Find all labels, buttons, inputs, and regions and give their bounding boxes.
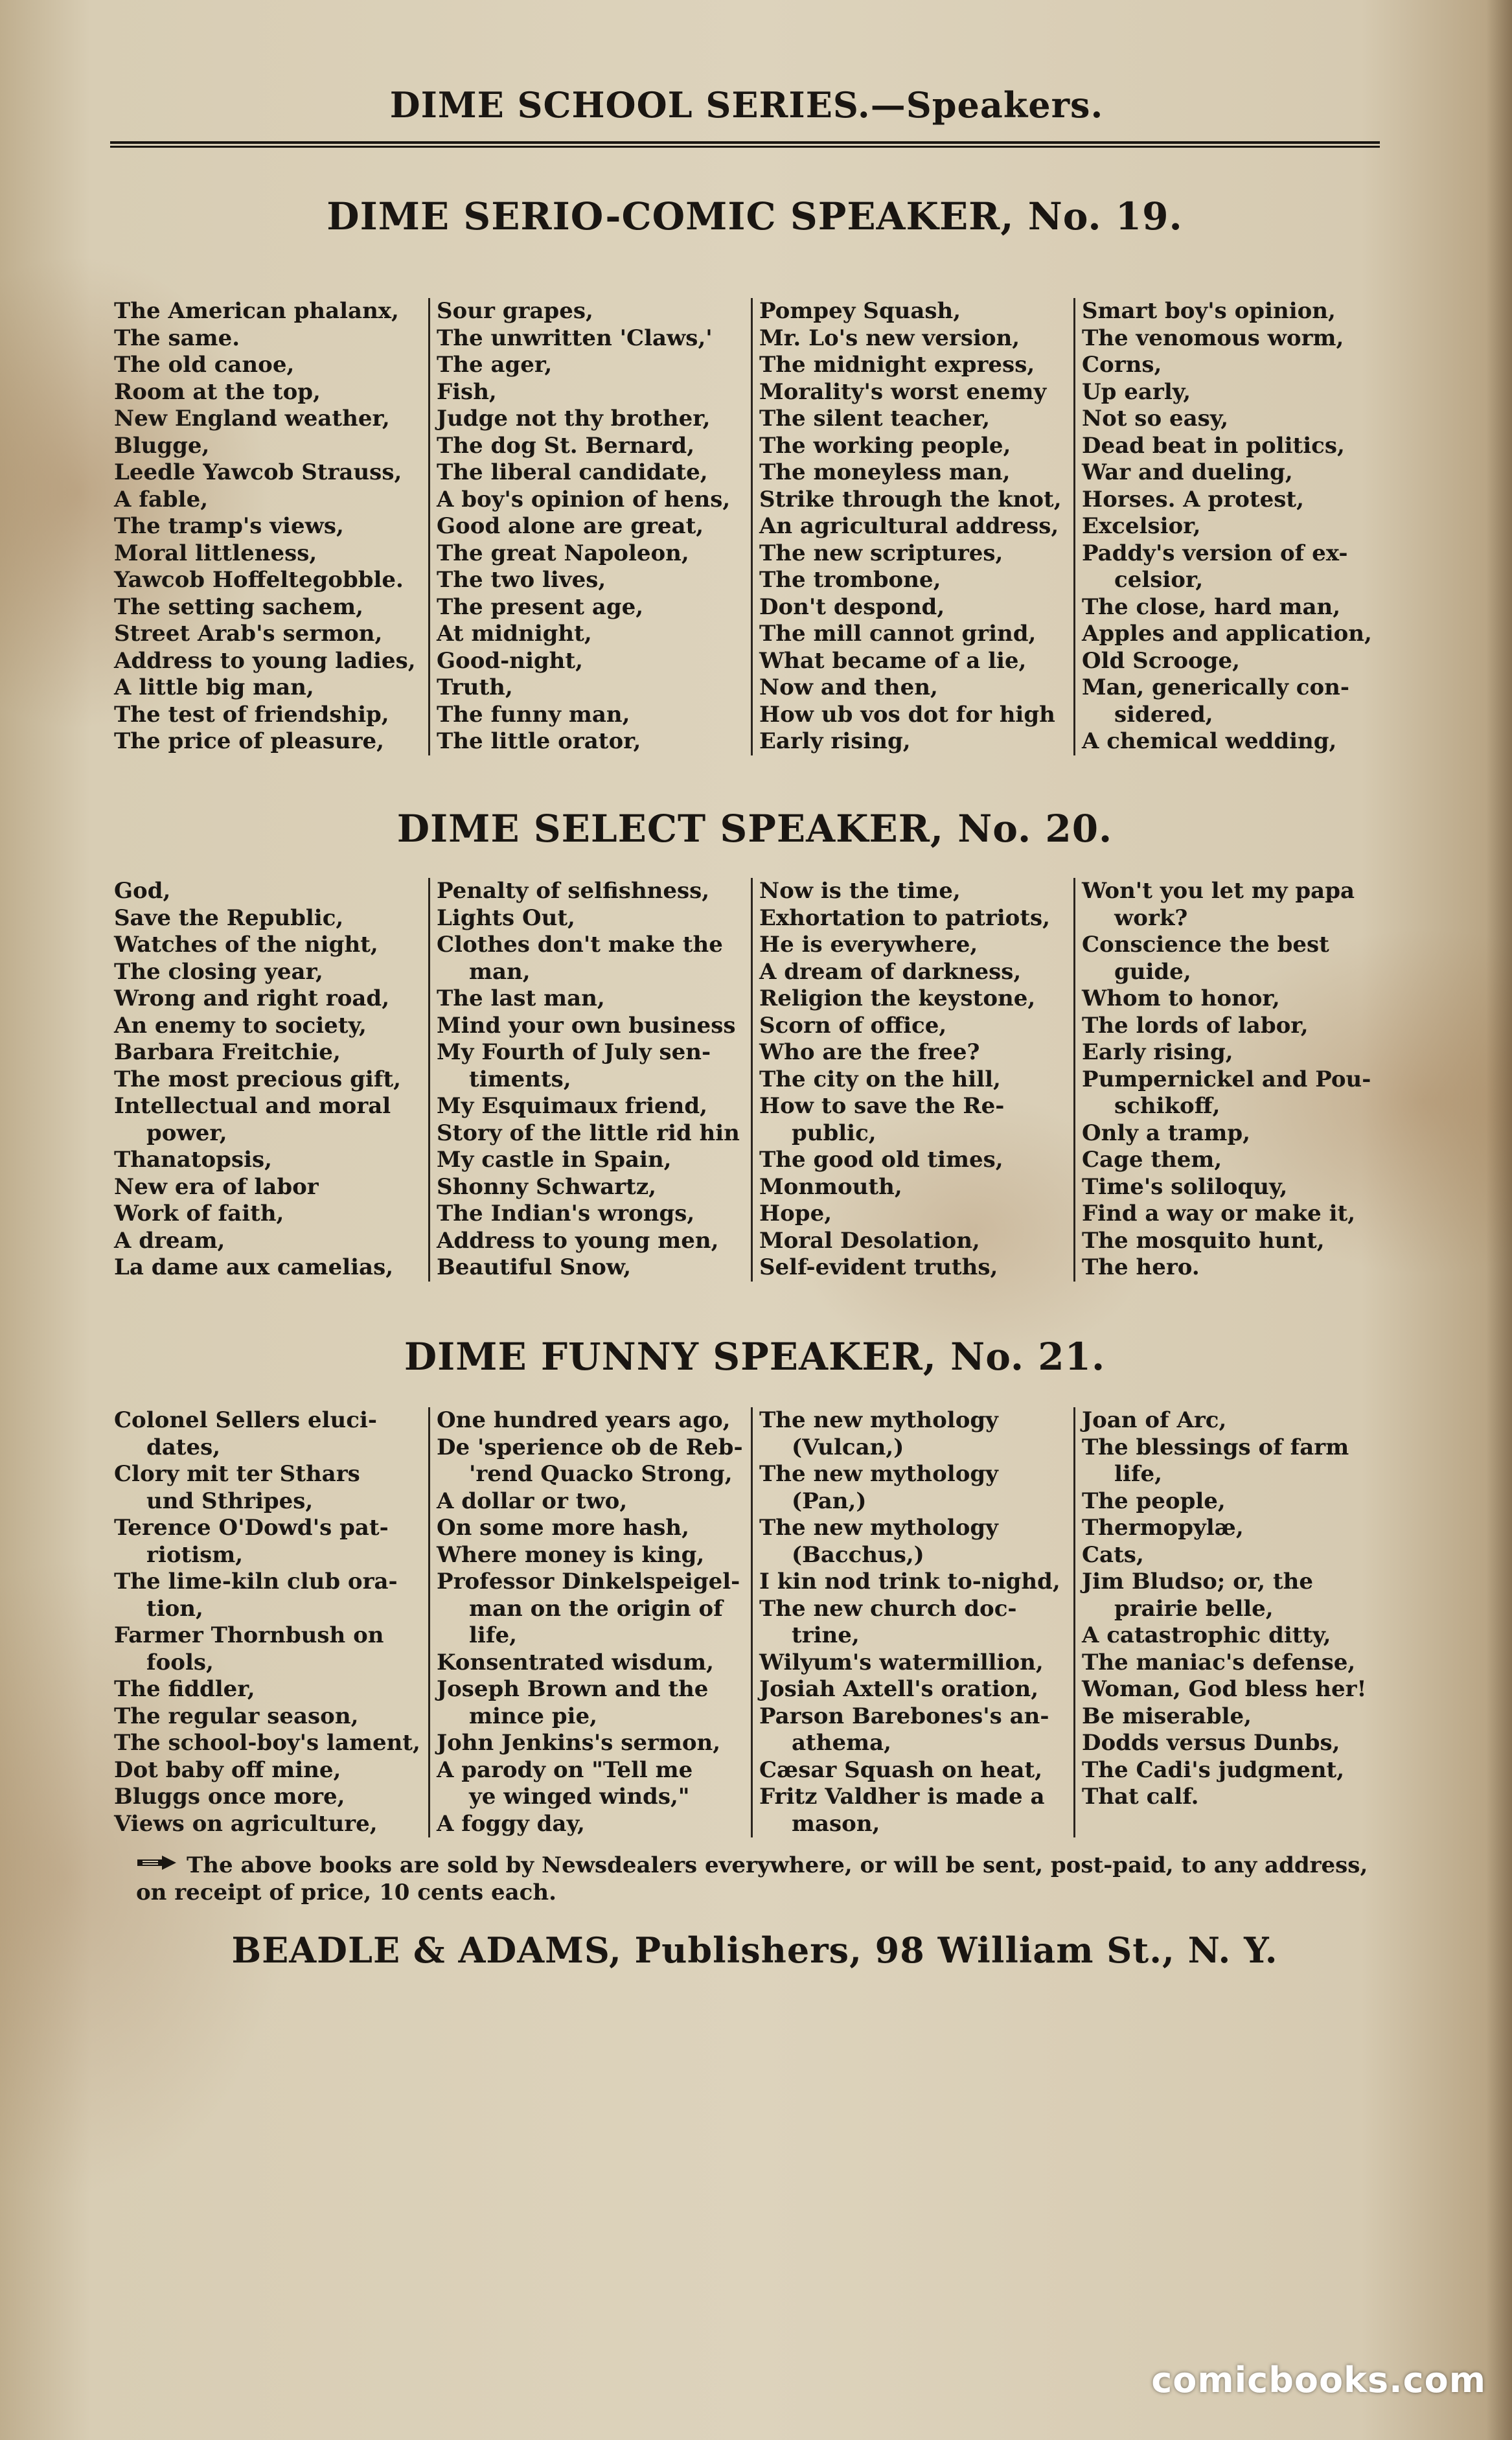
title-entry: Clory mit ter Sthars: [114, 1461, 360, 1487]
title-entry: man,: [469, 958, 531, 985]
pointing-hand-icon: [136, 1852, 178, 1879]
title-entry: The blessings of farm: [1082, 1434, 1349, 1460]
title-entry: He is everywhere,: [759, 932, 978, 958]
title-entry: Address to young ladies,: [114, 647, 416, 674]
title-entry: War and dueling,: [1082, 459, 1293, 485]
title-entry: Barbara Freitchie,: [114, 1039, 341, 1065]
title-entry: trine,: [792, 1622, 860, 1648]
title-entry: John Jenkins's sermon,: [437, 1730, 721, 1756]
title-entry: Lights Out,: [437, 904, 575, 931]
title-entry: Mind your own business: [437, 1012, 736, 1039]
title-entry: The close, hard man,: [1082, 593, 1341, 620]
column: [751, 878, 1073, 1282]
title-entry: A dream,: [114, 1227, 225, 1254]
title-entry: Colonel Sellers eluci-: [114, 1407, 377, 1433]
title-entry: A foggy day,: [437, 1810, 585, 1837]
title-entry: Apples and application,: [1082, 621, 1372, 647]
publisher-imprint: BEADLE & ADAMS, Publishers, 98 William St., N. Y.: [231, 1929, 1278, 1971]
running-head: DIME SCHOOL SERIES.—Speakers.: [389, 84, 1104, 126]
title-entry: Judge not thy brother,: [437, 406, 711, 432]
title-entry: Blugge,: [114, 432, 210, 459]
title-entry: My Esquimaux friend,: [437, 1093, 707, 1119]
title-entry: A dream of darkness,: [759, 958, 1022, 985]
title-entry: Paddy's version of ex-: [1082, 540, 1348, 566]
title-entry: At midnight,: [437, 621, 592, 647]
title-entry: Hope,: [759, 1201, 832, 1226]
title-entry: Monmouth,: [759, 1173, 902, 1200]
title-entry: Exhortation to patriots,: [759, 904, 1051, 931]
title-entry: The new scriptures,: [759, 540, 1003, 566]
column: [428, 298, 751, 755]
title-entry: The trombone,: [759, 567, 941, 593]
title-entry: life,: [1114, 1461, 1162, 1487]
title-entry: Wrong and right road,: [114, 985, 390, 1011]
title-entry: New era of labor: [114, 1173, 319, 1200]
column: [751, 298, 1073, 755]
title-entry: The venomous worm,: [1082, 325, 1344, 351]
section-columns: [110, 1407, 1396, 1837]
title-entry: The ager,: [437, 352, 553, 378]
column: [110, 1407, 428, 1837]
title-entry: The liberal candidate,: [437, 459, 708, 485]
title-entry: sidered,: [1114, 701, 1213, 728]
column: [110, 878, 428, 1282]
title-entry: Where money is king,: [437, 1541, 705, 1568]
title-entry: (Pan,): [792, 1488, 867, 1514]
title-entry: Views on agriculture,: [114, 1810, 378, 1837]
title-entry: fools,: [146, 1649, 214, 1675]
title-entry: The dog St. Bernard,: [437, 432, 695, 459]
title-entry: Up early,: [1082, 378, 1191, 405]
title-entry: The funny man,: [437, 701, 630, 728]
title-entry: The setting sachem,: [114, 593, 363, 620]
title-entry: prairie belle,: [1114, 1595, 1274, 1622]
title-entry: The lords of labor,: [1082, 1012, 1309, 1039]
title-entry: The price of pleasure,: [114, 728, 384, 754]
title-entry: The new mythology: [759, 1461, 998, 1487]
title-entry: Moral Desolation,: [759, 1227, 980, 1254]
title-entry: Won't you let my papa: [1082, 878, 1355, 904]
title-entry: Morality's worst enemy: [759, 378, 1047, 405]
title-entry: Bluggs once more,: [114, 1784, 345, 1810]
title-entry: Early rising,: [759, 728, 911, 754]
title-entry: Man, generically con-: [1082, 674, 1350, 700]
title-entry: Excelsior,: [1082, 513, 1201, 539]
title-entry: Time's soliloquy,: [1082, 1173, 1288, 1200]
title-entry: Konsentrated wisdum,: [437, 1649, 714, 1675]
column: [1073, 1407, 1396, 1837]
title-entry: A boy's opinion of hens,: [437, 486, 731, 512]
title-entry: (Vulcan,): [792, 1434, 904, 1460]
column: [751, 1407, 1073, 1837]
column: [110, 298, 428, 755]
title-entry: Smart boy's opinion,: [1082, 298, 1336, 324]
title-entry: The silent teacher,: [759, 406, 991, 432]
title-entry: What became of a lie,: [759, 647, 1027, 674]
title-entry: The school-boy's lament,: [114, 1730, 420, 1756]
title-entry: Now and then,: [759, 674, 938, 700]
title-entry: A little big man,: [114, 674, 314, 700]
title-entry: Early rising,: [1082, 1039, 1233, 1065]
title-entry: power,: [146, 1120, 227, 1146]
title-entry: Not so easy,: [1082, 406, 1229, 432]
title-entry: Now is the time,: [759, 878, 961, 904]
title-entry: Pumpernickel and Pou-: [1082, 1066, 1371, 1092]
title-entry: Sour grapes,: [437, 298, 593, 324]
title-entry: La dame aux camelias,: [114, 1254, 394, 1280]
title-entry: Fish,: [437, 378, 497, 405]
title-entry: The fiddler,: [114, 1676, 255, 1702]
title-entry: Joseph Brown and the: [437, 1676, 709, 1702]
title-entry: Cats,: [1082, 1541, 1144, 1568]
title-entry: The hero.: [1082, 1254, 1200, 1280]
title-entry: Room at the top,: [114, 378, 321, 405]
title-entry: Yawcob Hoffeltegobble.: [114, 567, 404, 593]
title-entry: guide,: [1114, 958, 1191, 985]
title-entry: Cæsar Squash on heat,: [759, 1756, 1043, 1783]
title-entry: timents,: [469, 1066, 571, 1092]
title-entry: schikoff,: [1114, 1093, 1220, 1119]
title-entry: The same.: [114, 325, 240, 351]
title-entry: Pompey Squash,: [759, 298, 961, 324]
title-entry: Corns,: [1082, 352, 1162, 378]
head-rule: [110, 141, 1380, 148]
title-entry: Conscience the best: [1082, 932, 1329, 958]
title-entry: The American phalanx,: [114, 298, 399, 324]
section-columns: [110, 298, 1396, 755]
title-entry: A chemical wedding,: [1082, 728, 1337, 754]
title-entry: Strike through the knot,: [759, 486, 1062, 512]
title-entry: (Bacchus,): [792, 1541, 924, 1568]
section-title-19: DIME SERIO-COMIC SPEAKER, No. 19.: [326, 194, 1183, 238]
title-entry: athema,: [792, 1730, 891, 1756]
title-entry: tion,: [146, 1595, 203, 1622]
title-entry: The working people,: [759, 432, 1011, 459]
section-columns: [110, 878, 1396, 1282]
title-entry: The unwritten 'Claws,': [437, 325, 713, 351]
title-entry: The city on the hill,: [759, 1066, 1001, 1092]
title-entry: Josiah Axtell's oration,: [759, 1676, 1039, 1702]
title-entry: life,: [469, 1622, 517, 1648]
notice: [136, 1852, 1406, 1906]
title-entry: public,: [792, 1120, 876, 1146]
title-entry: Religion the keystone,: [759, 985, 1036, 1011]
title-entry: Joan of Arc,: [1082, 1407, 1227, 1433]
title-entry: The lime-kiln club ora-: [114, 1569, 398, 1594]
title-entry: Good alone are great,: [437, 513, 704, 539]
title-entry: The regular season,: [114, 1703, 359, 1729]
title-entry: I kin nod trink to-nighd,: [759, 1569, 1060, 1594]
title-entry: Horses. A protest,: [1082, 486, 1304, 512]
title-entry: Dodds versus Dunbs,: [1082, 1730, 1340, 1756]
title-entry: How ub vos dot for high: [759, 701, 1055, 728]
title-entry: The tramp's views,: [114, 513, 344, 539]
title-entry: The good old times,: [759, 1147, 1003, 1173]
title-entry: De 'sperience ob de Reb-: [437, 1434, 743, 1460]
title-entry: The mosquito hunt,: [1082, 1227, 1325, 1254]
title-entry: My castle in Spain,: [437, 1147, 672, 1173]
title-entry: Watches of the night,: [114, 932, 378, 958]
column: [428, 878, 751, 1282]
title-entry: The closing year,: [114, 958, 323, 985]
title-entry: A fable,: [114, 486, 209, 512]
notice-text: The above books are sold by Newsdealers everywhere, or will be sent, post-paid, to any address, on receipt of price, 10 cents each.: [136, 1852, 1368, 1905]
title-entry: Parson Barebones's an-: [759, 1703, 1049, 1729]
title-entry: The new mythology: [759, 1407, 998, 1433]
title-entry: An agricultural address,: [759, 513, 1059, 539]
title-entry: Leedle Yawcob Strauss,: [114, 459, 402, 485]
title-entry: Work of faith,: [114, 1201, 284, 1226]
title-entry: Woman, God bless her!: [1082, 1676, 1367, 1702]
title-entry: mason,: [792, 1810, 880, 1837]
title-entry: The mill cannot grind,: [759, 621, 1037, 647]
title-entry: Thermopylæ,: [1082, 1515, 1244, 1541]
title-entry: Truth,: [437, 674, 513, 700]
title-entry: The midnight express,: [759, 352, 1035, 378]
title-entry: Penalty of selfishness,: [437, 878, 710, 904]
title-entry: Professor Dinkelspeigel-: [437, 1569, 740, 1594]
title-entry: Shonny Schwartz,: [437, 1173, 657, 1200]
title-entry: Good-night,: [437, 647, 583, 674]
title-entry: An enemy to society,: [114, 1012, 367, 1039]
column: [428, 1407, 751, 1837]
title-entry: Cage them,: [1082, 1147, 1222, 1173]
title-entry: Street Arab's sermon,: [114, 621, 383, 647]
title-entry: Moral littleness,: [114, 540, 317, 566]
title-entry: On some more hash,: [437, 1515, 689, 1541]
title-entry: ye winged winds,": [469, 1784, 690, 1810]
title-entry: Self-evident truths,: [759, 1254, 998, 1280]
title-entry: Fritz Valdher is made a: [759, 1784, 1045, 1810]
title-entry: The maniac's defense,: [1082, 1649, 1356, 1675]
title-entry: Terence O'Dowd's pat-: [114, 1515, 389, 1541]
title-entry: The moneyless man,: [759, 459, 1011, 485]
watermark: comicbooks.com: [1151, 2360, 1486, 2400]
title-entry: How to save the Re-: [759, 1093, 1005, 1119]
title-entry: Be miserable,: [1082, 1703, 1252, 1729]
title-entry: work?: [1114, 904, 1188, 931]
title-entry: God,: [114, 878, 171, 904]
title-entry: man on the origin of: [469, 1595, 723, 1622]
title-entry: riotism,: [146, 1541, 244, 1568]
section-title-21: DIME FUNNY SPEAKER, No. 21.: [404, 1335, 1106, 1379]
title-entry: The old canoe,: [114, 352, 295, 378]
title-entry: Thanatopsis,: [114, 1147, 272, 1173]
title-entry: The people,: [1082, 1488, 1226, 1514]
title-entry: That calf.: [1082, 1784, 1199, 1810]
title-entry: Beautiful Snow,: [437, 1254, 632, 1280]
title-entry: One hundred years ago,: [437, 1407, 731, 1433]
title-entry: dates,: [146, 1434, 221, 1460]
title-entry: The Cadi's judgment,: [1082, 1756, 1345, 1783]
title-entry: Dot baby off mine,: [114, 1756, 341, 1783]
title-entry: My Fourth of July sen-: [437, 1039, 711, 1065]
title-entry: Farmer Thornbush on: [114, 1622, 384, 1648]
title-entry: Only a tramp,: [1082, 1120, 1250, 1146]
title-entry: Save the Republic,: [114, 904, 344, 931]
title-entry: The most precious gift,: [114, 1066, 401, 1092]
title-entry: Find a way or make it,: [1082, 1201, 1356, 1226]
title-entry: The great Napoleon,: [437, 540, 689, 566]
title-entry: Address to young men,: [437, 1227, 719, 1254]
title-entry: The little orator,: [437, 728, 641, 754]
title-entry: New England weather,: [114, 406, 390, 432]
title-entry: Dead beat in politics,: [1082, 432, 1345, 459]
title-entry: 'rend Quacko Strong,: [469, 1461, 733, 1487]
title-entry: Old Scrooge,: [1082, 647, 1240, 674]
title-entry: Mr. Lo's new version,: [759, 325, 1020, 351]
title-entry: A catastrophic ditty,: [1082, 1622, 1331, 1648]
title-entry: The new church doc-: [759, 1595, 1017, 1622]
column: [1073, 878, 1396, 1282]
title-entry: A dollar or two,: [437, 1488, 628, 1514]
title-entry: Don't despond,: [759, 593, 945, 620]
title-entry: Whom to honor,: [1082, 985, 1280, 1011]
title-entry: The new mythology: [759, 1515, 998, 1541]
title-entry: A parody on "Tell me: [437, 1756, 693, 1783]
title-entry: The last man,: [437, 985, 605, 1011]
title-entry: Intellectual and moral: [114, 1093, 391, 1119]
title-entry: celsior,: [1114, 567, 1204, 593]
title-entry: The two lives,: [437, 567, 606, 593]
section-title-20: DIME SELECT SPEAKER, No. 20.: [396, 807, 1113, 851]
column: [1073, 298, 1396, 755]
title-entry: Who are the free?: [759, 1039, 980, 1065]
title-entry: mince pie,: [469, 1703, 597, 1729]
title-entry: Jim Bludso; or, the: [1082, 1569, 1314, 1594]
title-entry: The Indian's wrongs,: [437, 1201, 695, 1226]
title-entry: Clothes don't make the: [437, 932, 723, 958]
title-entry: und Sthripes,: [146, 1488, 314, 1514]
title-entry: Scorn of office,: [759, 1012, 947, 1039]
title-entry: The present age,: [437, 593, 644, 620]
title-entry: The test of friendship,: [114, 701, 389, 728]
title-entry: Wilyum's watermillion,: [759, 1649, 1044, 1675]
title-entry: Story of the little rid hin: [437, 1120, 740, 1146]
